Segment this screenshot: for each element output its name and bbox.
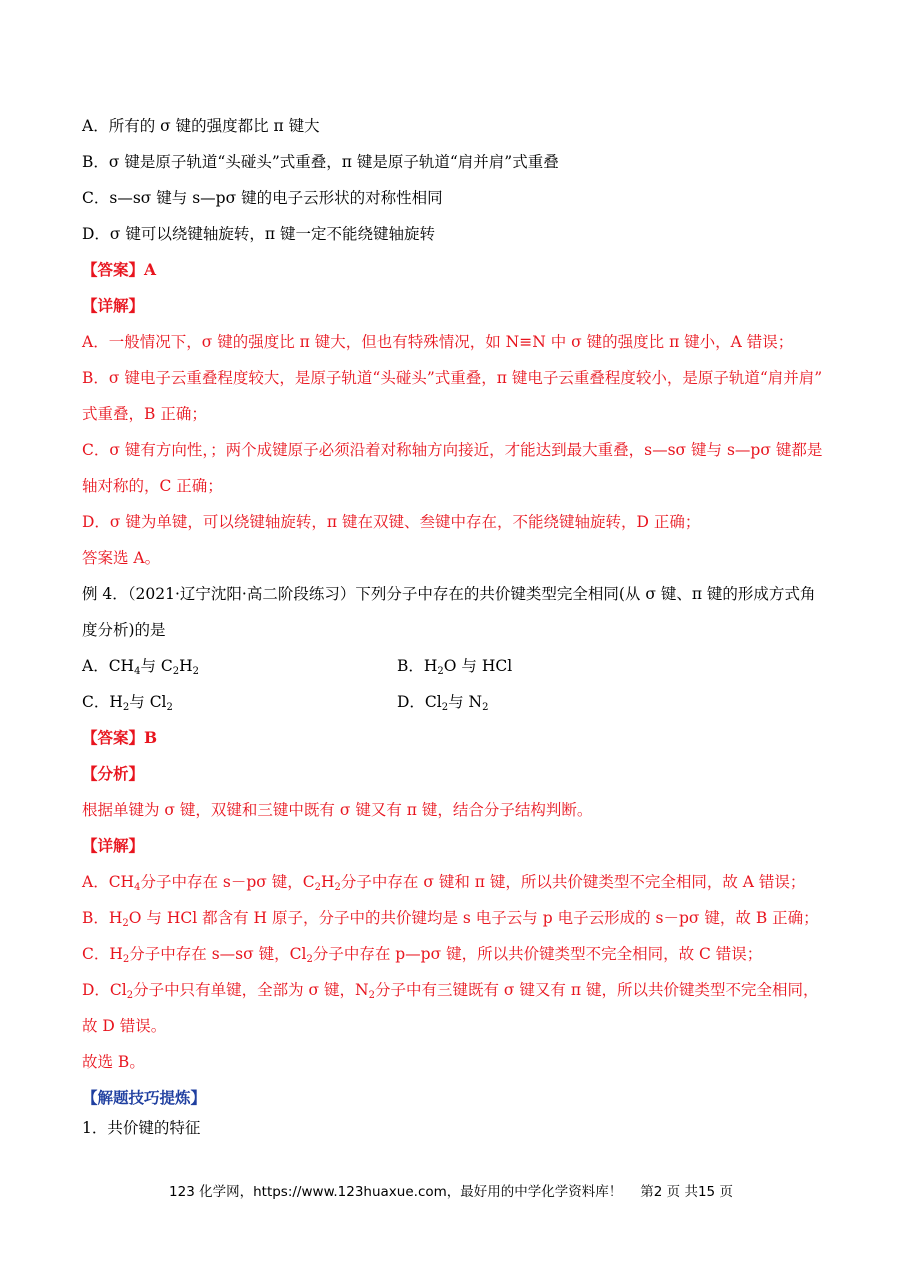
option-d: D．σ 键可以绕键轴旋转，π 键一定不能绕键轴旋转 — [82, 225, 436, 243]
example4-option-a: A．$CH_4$与 $C_2H_2$ — [82, 657, 200, 677]
footer-site: 123 化学网，https://www.123huaxue.com，最好用的中学化学资料库！ — [169, 1184, 623, 1200]
detail-c-line2: 轴对称的，C 正确； — [82, 477, 223, 495]
detail-conclusion: 答案选 A。 — [82, 549, 161, 567]
example4-option-b: B．$H_2O$ 与 HCl — [397, 657, 513, 677]
detail-b-line1: B．σ 键电子云重叠程度较大，是原子轨道“头碰头”式重叠，π 键电子云重叠程度较小，是原子轨道“肩并肩” — [82, 369, 823, 387]
page-footer — [0, 1180, 902, 1200]
detail-label-2: 【详解】 — [82, 836, 145, 855]
detail-c-line1: C．σ 键有方向性，；两个成键原子必须沿着对称轴方向接近，才能达到最大重叠，s—sσ 键与 s—pσ 键都是 — [82, 441, 823, 459]
detail-a: A．一般情况下，σ 键的强度比 π 键大，但也有特殊情况，如 N≡N 中 σ 键的强度比 π 键小，A 错误； — [82, 333, 794, 351]
detail-d: D．σ 键为单键，可以绕键轴旋转，π 键在双键、叁键中存在，不能绕键轴旋转，D 正确； — [82, 513, 701, 531]
detail2-c: C．$H_2$分子中存在 s—sσ 键，$Cl_2$分子中存在 p—pσ 键，所以共价键类型不完全相同，故 C 错误； — [82, 945, 763, 965]
detail2-d-line1: D．$Cl_2$分子中只有单键，全部为 σ 键，$N_2$分子中有三键既有 σ 键又有 π 键，所以共价键类型不完全相同， — [82, 981, 819, 1001]
detail-label: 【详解】 — [82, 296, 145, 315]
example4-option-c: C．$H_2$与 $Cl_2$ — [82, 693, 173, 713]
answer-label: 【答案】A — [82, 260, 157, 279]
detail2-conclusion: 故选 B。 — [82, 1053, 145, 1071]
option-c: C．s—sσ 键与 s—pσ 键的电子云形状的对称性相同 — [82, 189, 443, 207]
analysis-text: 根据单键为 σ 键，双键和三键中既有 σ 键又有 π 键，结合分子结构判断。 — [82, 801, 593, 819]
example4-option-d: D．$Cl_2$与 $N_2$ — [397, 693, 489, 713]
option-b: B．σ 键是原子轨道“头碰头”式重叠，π 键是原子轨道“肩并肩”式重叠 — [82, 153, 559, 171]
tips-label: 【解题技巧提炼】 — [82, 1088, 207, 1107]
footer-page-number: 第2 页 共15 页 — [640, 1184, 733, 1200]
detail2-d-line2: 故 D 错误。 — [82, 1017, 167, 1035]
detail2-a: A．$CH_4$分子中存在 s－pσ 键，$C_2H_2$分子中存在 σ 键和 π 键，所以共价键类型不完全相同，故 A 错误； — [82, 873, 806, 893]
example4-line1: 例 4．（2021·辽宁沈阳·高二阶段练习）下列分子中存在的共价键类型完全相同(从 σ 键、π 键的形成方式角 — [82, 585, 816, 603]
detail2-b: B．$H_2O$ 与 HCl 都含有 H 原子，分子中的共价键均是 s 电子云与 p 电子云形成的 s－pσ 键，故 B 正确； — [82, 909, 819, 929]
option-a: A．所有的 σ 键的强度都比 π 键大 — [82, 117, 320, 135]
analysis-label: 【分析】 — [82, 764, 145, 783]
tips-item-1: 1．共价键的特征 — [82, 1119, 201, 1137]
example4-line2: 度分析)的是 — [82, 621, 166, 639]
answer-label-2: 【答案】B — [82, 728, 158, 747]
detail-b-line2: 式重叠，B 正确； — [82, 405, 207, 423]
